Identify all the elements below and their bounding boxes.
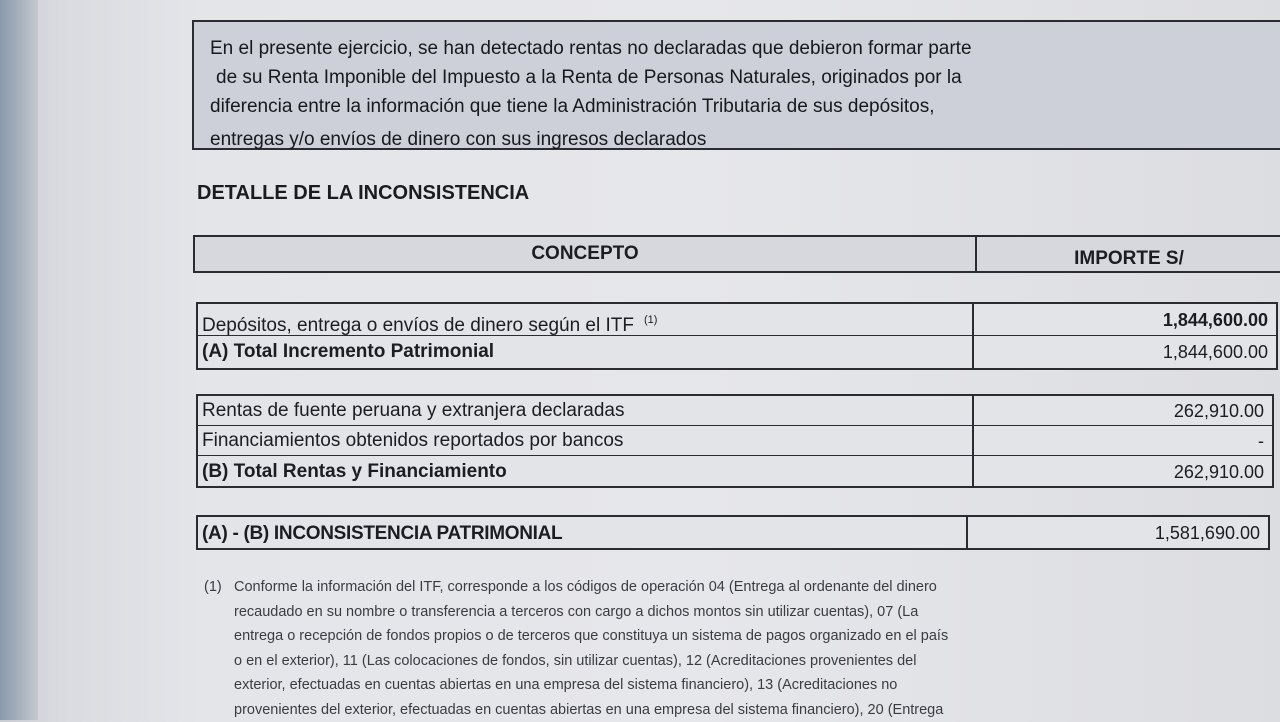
- table-inconsistency: [196, 515, 1270, 550]
- footnote-line: [204, 575, 1084, 600]
- row-value: 1,844,600.00: [974, 336, 1276, 368]
- footnote-line: exterior, efectuadas en cuentas abiertas en una empresa del sistema financiero), 13 (Acreditaciones no: [234, 673, 1084, 698]
- intro-line: En el presente ejercicio, se han detectado rentas no declaradas que debieron formar parte: [210, 34, 1280, 63]
- row-label: (B) Total Rentas y Financiamiento: [198, 456, 974, 488]
- footnote-ref: (1): [644, 314, 657, 326]
- page-left-edge: [0, 0, 38, 720]
- header-importe: IMPORTE S/: [977, 237, 1280, 271]
- row-value: -: [974, 426, 1272, 455]
- footnote: [204, 575, 1084, 722]
- deposits-label: Depósitos, entrega o envíos de dinero según el ITF: [202, 315, 634, 336]
- intro-line: diferencia entre la información que tiene la Administración Tributaria de sus depósitos,: [210, 92, 1280, 121]
- row-value: 1,581,690.00: [968, 517, 1268, 548]
- table-row-inconsistency: [198, 517, 1268, 548]
- intro-line: entregas y/o envíos de dinero con sus ingresos declarados: [210, 125, 1280, 154]
- intro-notice-box: [192, 20, 1280, 150]
- footnote-line: provenientes del exterior, efectuadas en cuentas abiertas en una empresa del sistema financiero), 20 (Entrega: [234, 698, 1084, 722]
- header-concepto: CONCEPTO: [195, 237, 977, 271]
- footnote-text: Conforme la información del ITF, corresponde a los códigos de operación 04 (Entrega al ordenante del dinero: [234, 579, 937, 595]
- footnote-line: o en el exterior), 11 (Las colocaciones de fondos, sin utilizar cuentas), 12 (Acreditaciones provenientes del: [234, 649, 1084, 674]
- row-label: Rentas de fuente peruana y extranjera declaradas: [198, 396, 974, 425]
- footnote-line: entrega o recepción de fondos propios o de terceros que constituya un sistema de pagos organizado en el país: [234, 624, 1084, 649]
- table-row-total-a: [198, 336, 1276, 368]
- table-row-financiamientos: [198, 426, 1272, 456]
- section-title: DETALLE DE LA INCONSISTENCIA: [197, 182, 529, 205]
- row-value: 262,910.00: [974, 396, 1272, 425]
- row-label: [198, 304, 974, 335]
- row-label: Financiamientos obtenidos reportados por bancos: [198, 426, 974, 455]
- table-row-rentas: [198, 396, 1272, 426]
- table-row-total-b: [198, 456, 1272, 488]
- intro-line: de su Renta Imponible del Impuesto a la Renta de Personas Naturales, originados por la: [216, 63, 1280, 92]
- row-label: (A) Total Incremento Patrimonial: [198, 336, 974, 368]
- row-value: 1,844,600.00: [974, 304, 1276, 335]
- row-label: (A) - (B) INCONSISTENCIA PATRIMONIAL: [198, 517, 968, 548]
- table-group-a: [196, 302, 1278, 370]
- footnote-marker: (1): [204, 575, 234, 600]
- table-row-deposits: [198, 304, 1276, 336]
- row-value: 262,910.00: [974, 456, 1272, 488]
- table-header: [193, 235, 1280, 273]
- footnote-line: recaudado en su nombre o transferencia a terceros con cargo a dichos montos sin utilizar cuentas), 07 (La: [234, 600, 1084, 625]
- table-group-b: [196, 394, 1274, 488]
